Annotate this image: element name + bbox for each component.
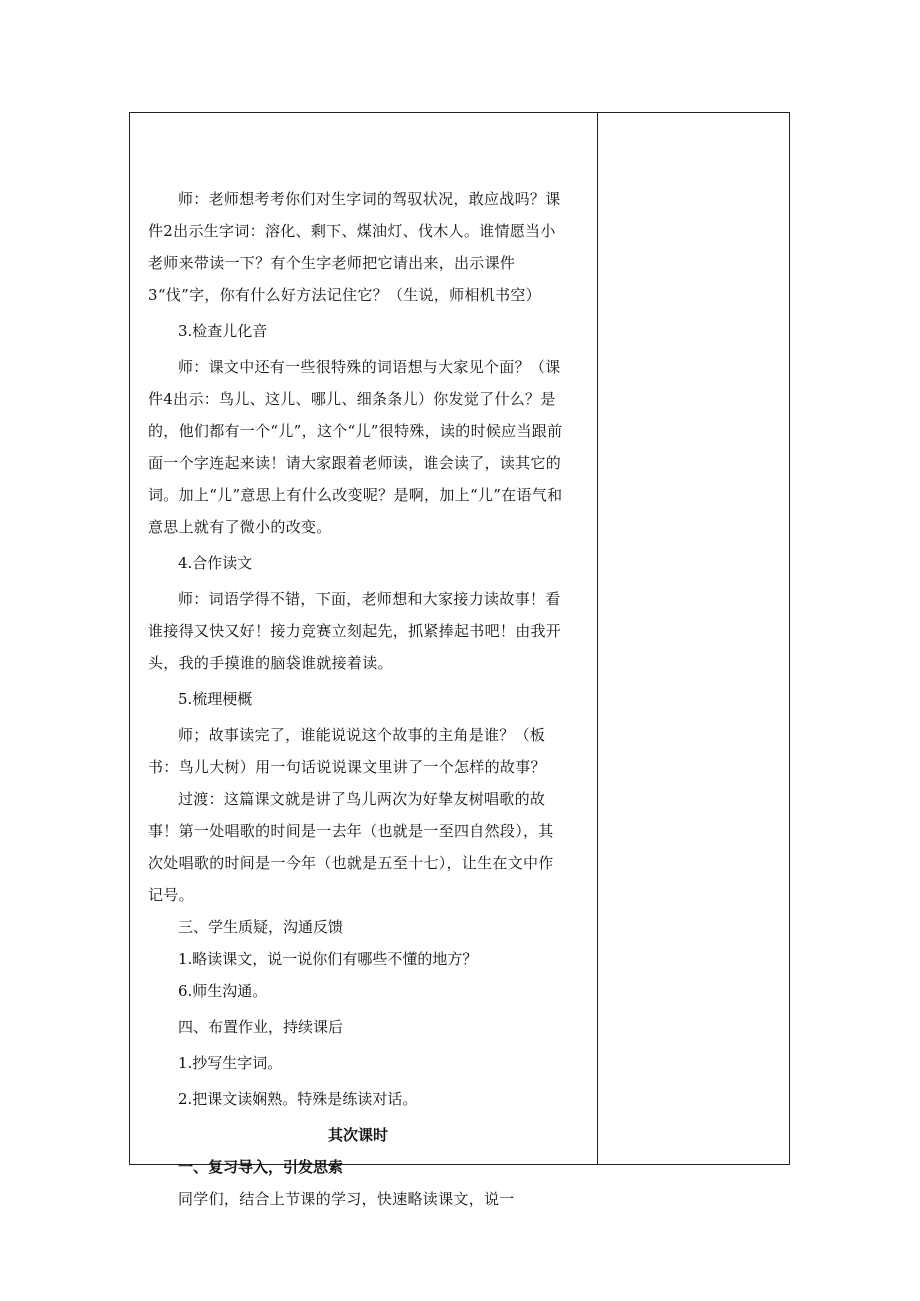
section-questions-item-2: 6.师生沟通。 bbox=[178, 982, 268, 1000]
section-homework-item-2: 2.把课文读娴熟。特殊是练读对话。 bbox=[178, 1090, 418, 1108]
second-lesson-title: 其次课时 bbox=[327, 1126, 388, 1144]
section-homework-item-1: 1.抄写生字词。 bbox=[178, 1054, 283, 1072]
lesson-plan-table bbox=[129, 112, 790, 1208]
heading-cooperative-reading: 4.合作读文 bbox=[178, 554, 253, 572]
paragraph-relay-reading: 师：词语学得不错，下面，老师想和大家接力读故事！看谁接得又快又好！接力竞赛立刻起先，抓紧捧起书吧！由我开头，我的手摸谁的脑袋谁就接着读。 bbox=[148, 590, 562, 672]
section-review-heading: 一、复习导入，引发思索 bbox=[178, 1158, 344, 1176]
heading-outline: 5.梳理梗概 bbox=[178, 690, 253, 708]
heading-check-erhua: 3.检查儿化音 bbox=[178, 322, 268, 340]
column-divider bbox=[597, 113, 598, 1164]
paragraph-erhua: 师：课文中还有一些很特殊的词语想与大家见个面？（课件4出示：鸟儿、这儿、哪儿、细条条儿）你发觉了什么？是的，他们都有一个“儿”，这个“儿”很特殊，读的时候应当跟前面一个字连起来读！请大家跟着老师读，谁会读了，读其它的词。加上“儿”意思上有什么改变呢？是啊，加上“儿”在语气和意思上就有了微小的改变。 bbox=[148, 358, 563, 536]
section-questions-item-1: 1.略读课文，说一说你们有哪些不懂的地方？ bbox=[178, 950, 478, 968]
paragraph-teacher-vocab: 师：老师想考考你们对生字词的驾驭状况，敢应战吗？课件2出示生字词：溶化、剩下、煤油灯、伐木人。谁情愿当小老师来带读一下？有个生字老师把它请出来，出示课件3“伐”字，你有什么好方法记住它？（生说，师相机书空） bbox=[148, 190, 561, 304]
paragraph-review-intro: 同学们，结合上节课的学习，快速略读课文，说一 bbox=[178, 1190, 515, 1208]
main-content-cell bbox=[148, 183, 568, 1215]
section-homework-heading: 四、布置作业，持续课后 bbox=[178, 1018, 344, 1036]
section-questions-heading: 三、学生质疑，沟通反馈 bbox=[178, 918, 344, 936]
paragraph-transition: 过渡：这篇课文就是讲了鸟儿两次为好挚友树唱歌的故事！第一处唱歌的时间是一去年（也就是一至四自然段），其次处唱歌的时间是一今年（也就是五至十七），让生在文中作记号。 bbox=[148, 790, 554, 904]
paragraph-story-protagonist: 师；故事读完了，谁能说说这个故事的主角是谁？（板书：鸟儿大树）用一句话说说课文里讲了一个怎样的故事？ bbox=[148, 726, 546, 776]
